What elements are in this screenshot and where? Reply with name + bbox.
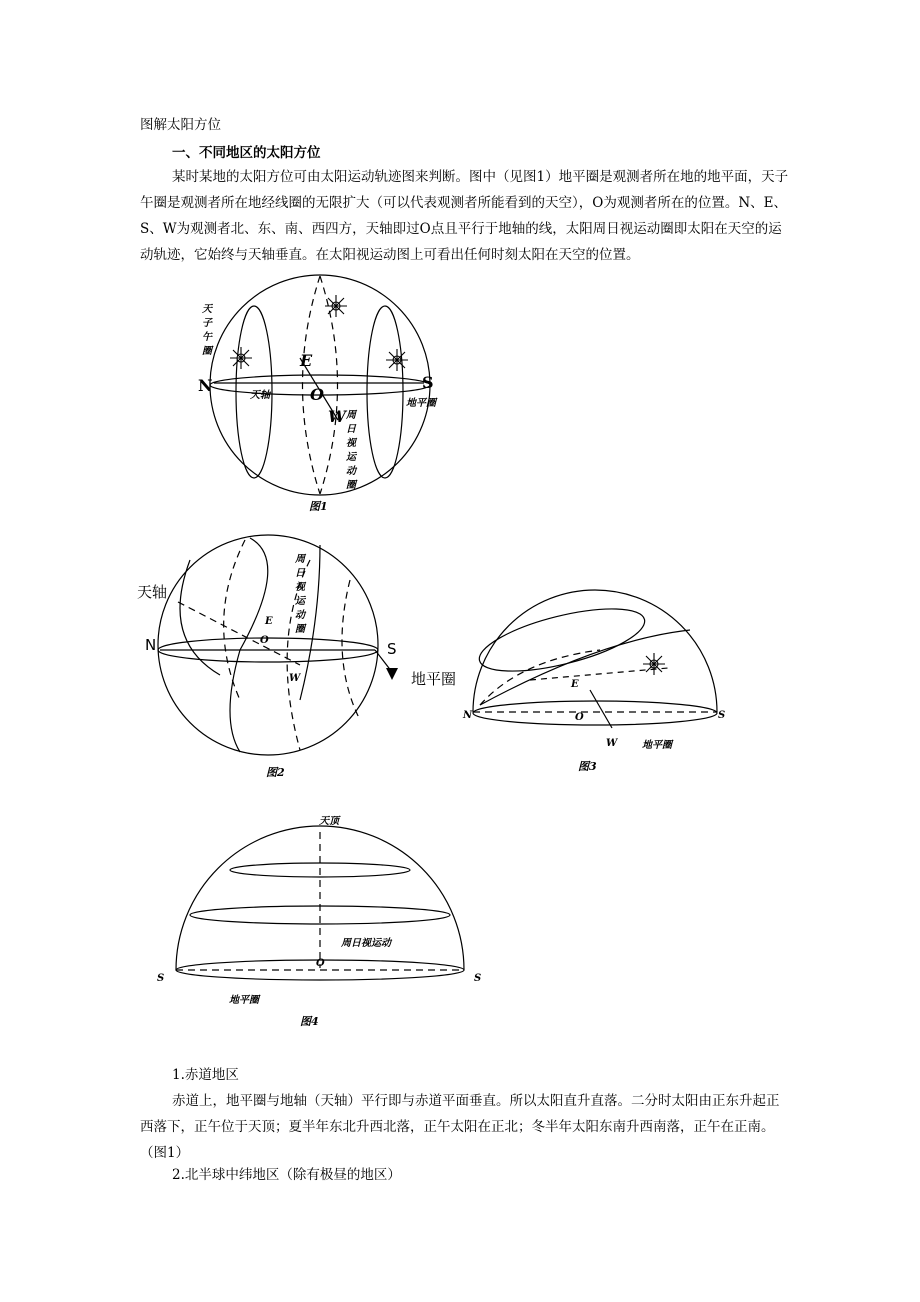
- fig2-label-O: O: [260, 635, 269, 646]
- fig1-diurnal-6: 圈: [346, 480, 356, 491]
- fig3-label-N: N: [463, 710, 473, 721]
- figure-4: [150, 805, 490, 1030]
- fig2-diurnal-3: 视: [295, 582, 305, 593]
- fig2-label-N: N: [145, 636, 157, 654]
- fig2-diurnal-4: 运: [295, 596, 305, 607]
- fig1-meridian-label-4: 圈: [202, 346, 212, 357]
- fig1-diurnal-1: 周: [346, 410, 356, 421]
- fig1-label-E: E: [300, 351, 313, 370]
- fig3-caption: 图3: [578, 760, 597, 773]
- section-heading: 一、不同地区的太阳方位: [172, 145, 321, 161]
- fig1-diurnal-5: 动: [346, 466, 356, 477]
- fig1-horizon-label: 地平圈: [406, 398, 436, 409]
- fig1-label-S: S: [422, 373, 434, 392]
- subheading-equator: 1.赤道地区: [172, 1067, 239, 1083]
- fig1-meridian-label-3: 午: [202, 332, 212, 343]
- fig2-diurnal-6: 圈: [295, 624, 305, 635]
- fig1-label-W: W: [328, 407, 346, 426]
- fig4-zenith-label: 天顶: [319, 816, 339, 827]
- figure-1: [190, 270, 470, 520]
- fig1-meridian-label-2: 子: [202, 318, 212, 329]
- figure-2: [130, 525, 470, 790]
- fig3-label-E: E: [571, 679, 579, 690]
- fig4-label-O: O: [316, 958, 325, 969]
- fig1-axis-label: 天轴: [250, 390, 270, 401]
- fig1-diurnal-3: 视: [346, 438, 356, 449]
- fig1-diurnal-2: 日: [346, 424, 356, 435]
- fig4-caption: 图4: [300, 1015, 319, 1028]
- fig1-meridian-label-1: 天: [202, 304, 212, 315]
- intro-paragraph-text: 某时某地的太阳方位可由太阳运动轨迹图来判断。图中（见图1）地平圈是观测者所在地的地平面，天子午圈是观测者所在地经线圈的无限扩大（可以代表观测者所能看到的天空），O为观测者所在的位置。N、E、S、W为观测者北、东、南、西四方，天轴即过O点且平行于地轴的线，太阳周日视运动圈即太阳在天空的运动轨迹，它始终与天轴垂直。在太阳视运动图上可看出任何时刻太阳在天空的位置。: [140, 169, 789, 263]
- fig2-caption: 图2: [266, 766, 285, 779]
- fig2-label-E: E: [265, 616, 273, 627]
- fig2-label-S: S: [387, 640, 397, 658]
- subheading-midlat: 2.北半球中纬地区（除有极昼的地区）: [172, 1167, 401, 1183]
- intro-paragraph: [140, 164, 790, 268]
- fig1-diurnal-4: 运: [346, 452, 356, 463]
- fig4-label-S-right: S: [474, 973, 482, 984]
- equator-paragraph: [140, 1088, 790, 1166]
- fig2-axis-label: 天轴: [137, 583, 168, 601]
- fig4-label-S-left: S: [157, 973, 165, 984]
- fig4-diurnal-label: 周日视运动: [341, 938, 391, 949]
- fig1-label-N: N: [198, 376, 213, 395]
- fig3-label-S: S: [718, 710, 726, 721]
- fig2-diurnal-1: 周: [295, 554, 305, 565]
- fig4-horizon-label: 地平圈: [229, 995, 259, 1006]
- fig2-diurnal-2: 日: [295, 568, 305, 579]
- fig1-caption: 图1: [309, 500, 328, 513]
- fig2-diurnal-5: 动: [295, 610, 305, 621]
- fig1-label-O: O: [310, 385, 324, 404]
- fig2-horizon-label: 地平圈: [411, 670, 457, 688]
- fig2-label-W: W: [289, 673, 301, 684]
- fig3-label-O: O: [575, 712, 584, 723]
- fig3-horizon-label: 地平圈: [642, 740, 672, 751]
- page-title: 图解太阳方位: [140, 117, 221, 133]
- figure-3: [455, 585, 735, 780]
- equator-paragraph-text: 赤道上，地平圈与地轴（天轴）平行即与赤道平面垂直。所以太阳直升直落。二分时太阳由正东升起正西落下，正午位于天顶；夏半年东北升西北落，正午太阳在正北；冬半年太阳东南升西南落，正午在正南。（图1）: [140, 1093, 780, 1161]
- fig3-label-W: W: [606, 738, 618, 749]
